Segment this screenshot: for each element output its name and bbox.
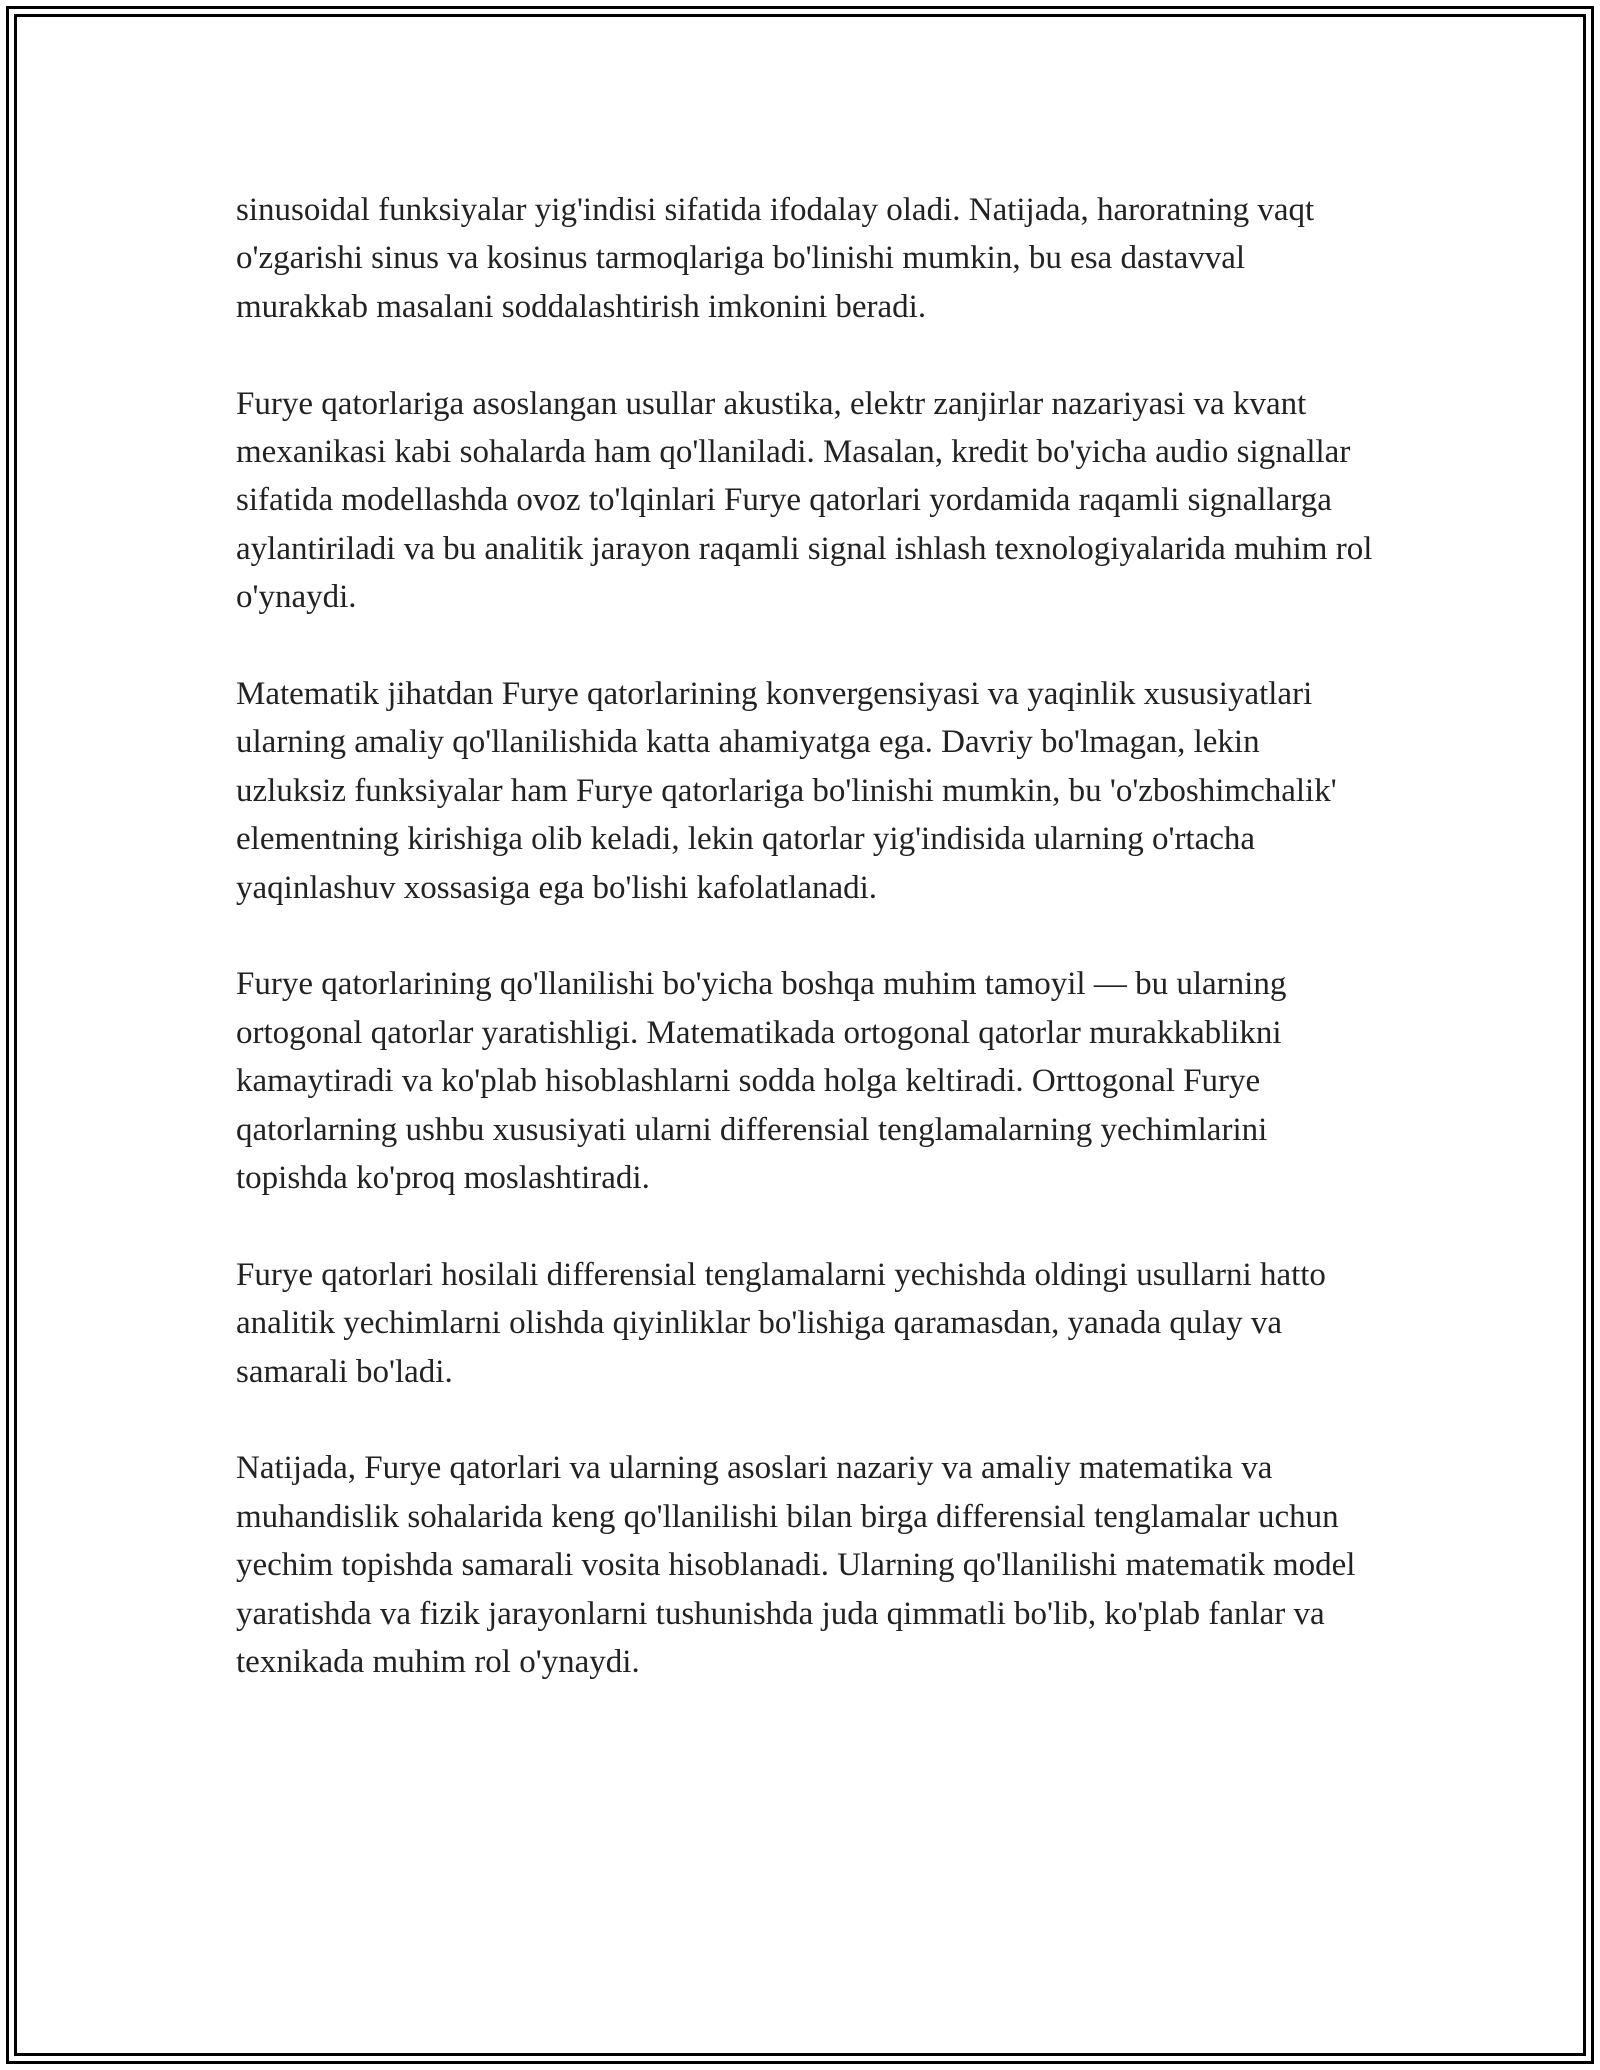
document-body — [236, 186, 1376, 1735]
paragraph-6: Natijada, Furye qatorlari va ularning asoslari nazariy va amaliy matematika va muhandislik sohalarida keng qo'llanilishi bilan birga differensial tenglamalar uchun yechim topishda samarali vosita hisoblanadi. Ularning qo'llanilishi matematik model yaratishda va fizik jarayonlarni tushunishda juda qimmatli bo'lib, ko'plab fanlar va texnikada muhim rol o'ynaydi. — [236, 1450, 1356, 1681]
paragraph-3: Matematik jihatdan Furye qatorlarining konvergensiyasi va yaqinlik xususiyatlari ularning amaliy qo'llanilishida katta ahamiyatga ega. Davriy bo'lmagan, lekin uzluksiz funksiyalar ham Furye qatorlariga bo'linishi mumkin, bu 'o'zboshimchalik' elementning kirishiga olib keladi, lekin qatorlar yig'indisida ularning o'rtacha yaqinlashuv xossasiga ega bo'lishi kafolatlanadi. — [236, 676, 1337, 906]
paragraph-1: sinusoidal funksiyalar yig'indisi sifatida ifodalay oladi. Natijada, haroratning vaqt o'zgarishi sinus va kosinus tarmoqlariga bo'linishi mumkin, bu esa dastavval murakkab masalani soddalashtirish imkonini beradi. — [236, 192, 1315, 325]
paragraph-4: Furye qatorlarining qo'llanilishi bo'yicha boshqa muhim tamoyil — bu ularning ortogonal qatorlar yaratishligi. Matematikada ortogonal qatorlar murakkablikni kamaytiradi va ko'plab hisoblashlarni sodda holga keltiradi. Orttogonal Furye qatorlarning ushbu xususiyati ularni differensial tenglamalarning yechimlarini topishda ko'proq moslashtiradi. — [236, 966, 1287, 1197]
paragraph-2: Furye qatorlariga asoslangan usullar akustika, elektr zanjirlar nazariyasi va kvant mexanikasi kabi sohalarda ham qo'llaniladi. Masalan, kredit bo'yicha audio signallar sifatida modellashda ovoz to'lqinlari Furye qatorlari yordamida raqamli signallarga aylantiriladi va bu analitik jarayon raqamli signal ishlash texnologiyalarida muhim rol o'ynaydi. — [236, 385, 1373, 616]
paragraph-5: Furye qatorlari hosilali differensial tenglamalarni yechishda oldingi usullarni hatto analitik yechimlarni olishda qiyinliklar bo'lishiga qaramasdan, yanada qulay va samarali bo'ladi. — [236, 1256, 1326, 1390]
